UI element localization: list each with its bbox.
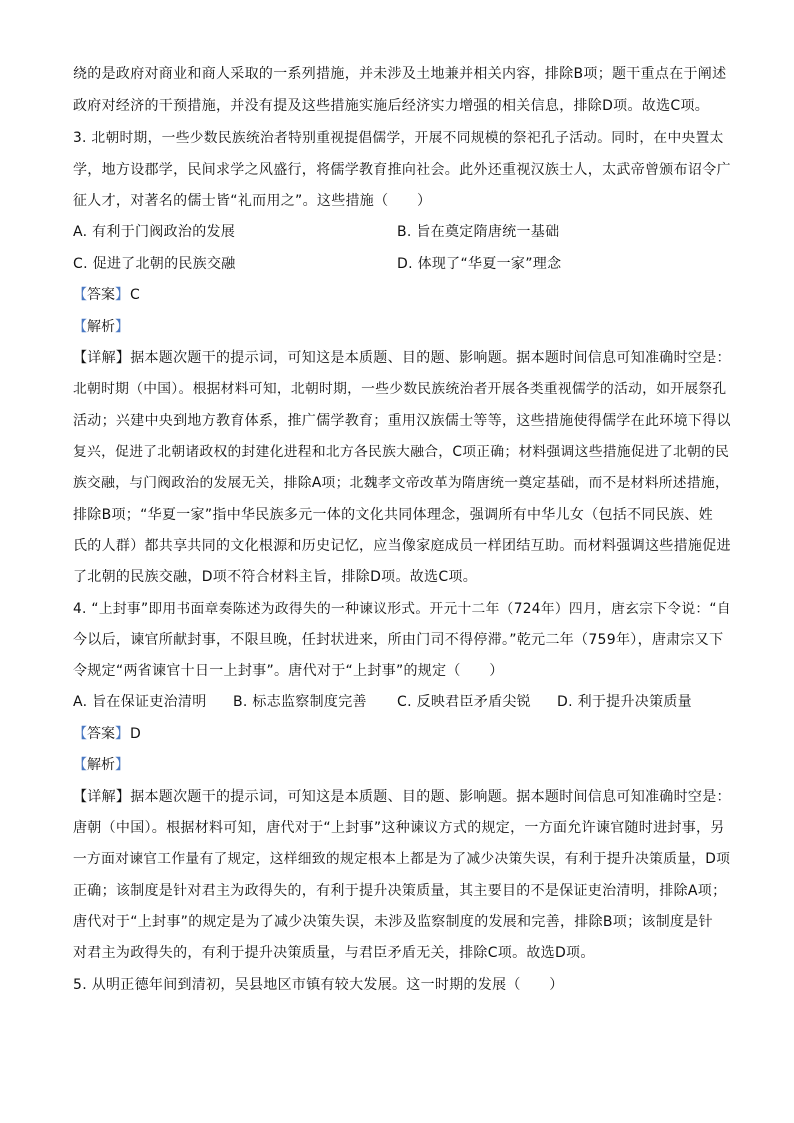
analysis-label: 解析 [87,757,115,773]
answer-label: 答案 [87,726,115,742]
question-3-option-c: C. 促进了北朝的民族交融 [73,256,236,272]
explanation-line: 排除B项；“华夏一家”指中华民族多元一体的文化共同体理念，强调所有中华儿女（包括不同民族、姓 [73,507,713,523]
explanation-line: 氏的人群）都共享共同的文化根源和历史记忆，应当像家庭成员一样团结互助。而材料强调这些措施促进 [73,538,731,554]
question-4-stem: 4. “上封事”即用书面章奏陈述为政得失的一种谏议形式。开元十二年（724年）四月，唐玄宗下令说：“自 [73,601,731,617]
analysis-tag: 【解析】 [73,319,129,335]
question-3-option-b: B. 旨在奠定隋唐统一基础 [397,224,560,240]
explanation-line: 活动；兴建中央到地方教育体系，推广儒学教育；重用汉族儒士等等，这些措施使得儒学在此环境下得以 [73,413,731,429]
question-3-option-a: A. 有利于门阀政治的发展 [73,224,236,240]
explanation-line: 【详解】据本题次题干的提示词，可知这是本质题、目的题、影响题。据本题时间信息可知准确时空是： [73,789,731,805]
question-4-option-b: B. 标志监察制度完善 [233,694,367,710]
explanation-line: 复兴，促进了北朝诸政权的封建化进程和北方各民族大融合，C项正确；材料强调这些措施促进了北朝的民 [73,444,730,460]
explanation-line: 北朝时期（中国）。根据材料可知，北朝时期，一些少数民族统治者开展各类重视儒学的活动，如开展祭孔 [73,381,727,397]
explanation-line: 一方面对谏官工作量有了规定，这样细致的规定根本上都是为了减少决策失误，有利于提升决策质量，D项 [73,851,731,867]
question-3-stem: 3. 北朝时期，一些少数民族统治者特别重视提倡儒学，开展不同规模的祭祀孔子活动。同时，在中央置太 [73,130,724,146]
question-4-stem: 令规定“两省谏官十日一上封事”。唐代对于“上封事”的规定（ ） [73,663,504,679]
question-4-option-d: D. 利于提升决策质量 [557,694,692,710]
answer-label: 答案 [87,287,115,303]
explanation-line: 【详解】据本题次题干的提示词，可知这是本质题、目的题、影响题。据本题时间信息可知准确时空是： [73,350,731,366]
question-3-stem: 征人才，对著名的儒士皆“礼而用之”。这些措施（ ） [73,193,432,209]
question-4-stem: 今以后，谏官所献封事，不限旦晚，任封状进来，所由门司不得停滞。”乾元二年（759年），唐肃宗又下 [73,632,724,648]
text-line: 政府对经济的干预措施，并没有提及这些措施实施后经济实力增强的相关信息，排除D项。故选C项。 [73,98,710,114]
question-4-option-a: A. 旨在保证吏治清明 [73,694,207,710]
analysis-label: 解析 [87,319,115,335]
explanation-line: 对君主为政得失的，有利于提升决策质量，与君臣矛盾无关，排除C项。故选D项。 [73,945,595,961]
explanation-line: 族交融，与门阀政治的发展无关，排除A项；北魏孝文帝改革为隋唐统一奠定基础，而不是材料所述措施， [73,475,730,491]
answer-tag: 【答案】 [73,726,129,742]
explanation-line: 唐代对于“上封事”的规定是为了减少决策失误，未涉及监察制度的发展和完善，排除B项；该制度是针 [73,914,713,930]
answer-tag: 【答案】 [73,287,129,303]
answer-value: D [130,726,141,742]
question-4-option-c: C. 反映君臣矛盾尖锐 [397,694,531,710]
question-3-option-d: D. 体现了“华夏一家”理念 [397,256,562,272]
answer-value: C [130,287,140,303]
analysis-tag: 【解析】 [73,757,129,773]
question-5-stem: 5. 从明正德年间到清初，吴县地区市镇有较大发展。这一时期的发展（ ） [73,977,564,993]
explanation-line: 正确；该制度是针对君主为政得失的，有利于提升决策质量，其主要目的不是保证吏治清明，排除A项； [73,883,727,899]
explanation-line: 唐朝（中国）。根据材料可知，唐代对于“上封事”这种谏议方式的规定，一方面允许谏官随时进封事，另 [73,820,725,836]
text-line: 绕的是政府对商业和商人采取的一系列措施，并未涉及土地兼并相关内容，排除B项；题干重点在于阐述 [73,66,727,82]
question-3-stem: 学，地方设郡学，民间求学之风盛行，将儒学教育推向社会。此外还重视汉族士人，太武帝曾颁布诏令广 [73,162,731,178]
explanation-line: 了北朝的民族交融，D项不符合材料主旨，排除D项。故选C项。 [73,569,478,585]
